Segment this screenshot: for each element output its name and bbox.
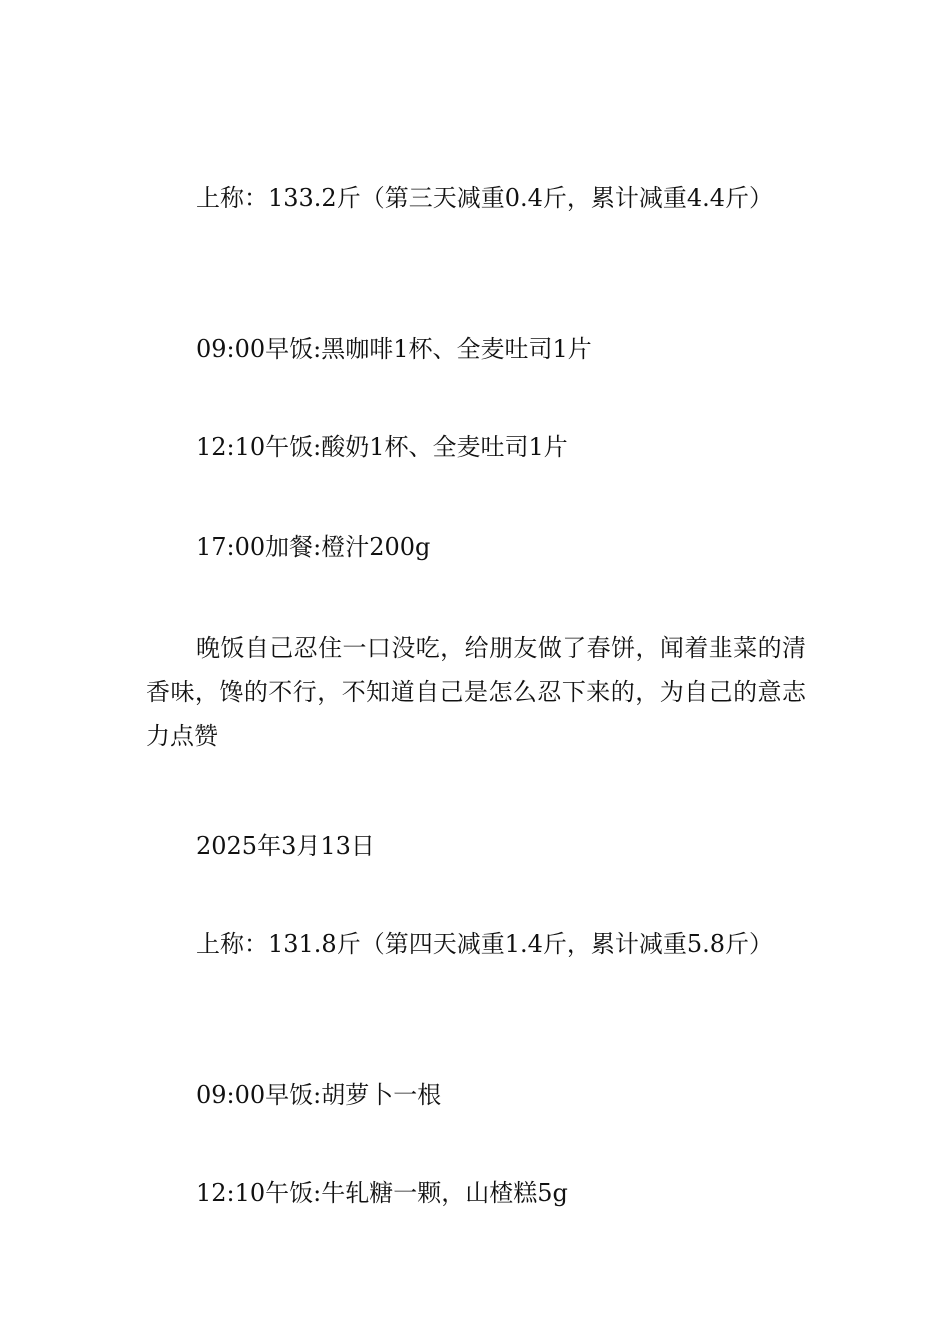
snack-entry-day3: 17:00加餐:橙汁200g — [196, 533, 431, 561]
weight-record-day4: 上称：131.8斤（第四天减重1.4斤，累计减重5.8斤） — [196, 930, 774, 958]
breakfast-entry-day4: 09:00早饭:胡萝卜一根 — [196, 1081, 442, 1109]
lunch-entry-day4: 12:10午饭:牛轧糖一颗，山楂糕5g — [196, 1179, 568, 1207]
weight-record-day3: 上称：133.2斤（第三天减重0.4斤，累计减重4.4斤） — [196, 184, 774, 212]
dinner-note-day3: 晚饭自己忍住一口没吃，给朋友做了春饼，闻着韭菜的清香味，馋的不行，不知道自己是怎么忍下来的，为自己的意志力点赞 — [146, 634, 806, 750]
lunch-entry-day3: 12:10午饭:酸奶1杯、全麦吐司1片 — [196, 433, 568, 461]
breakfast-entry-day3: 09:00早饭:黑咖啡1杯、全麦吐司1片 — [196, 335, 592, 363]
date-heading: 2025年3月13日 — [196, 832, 375, 860]
